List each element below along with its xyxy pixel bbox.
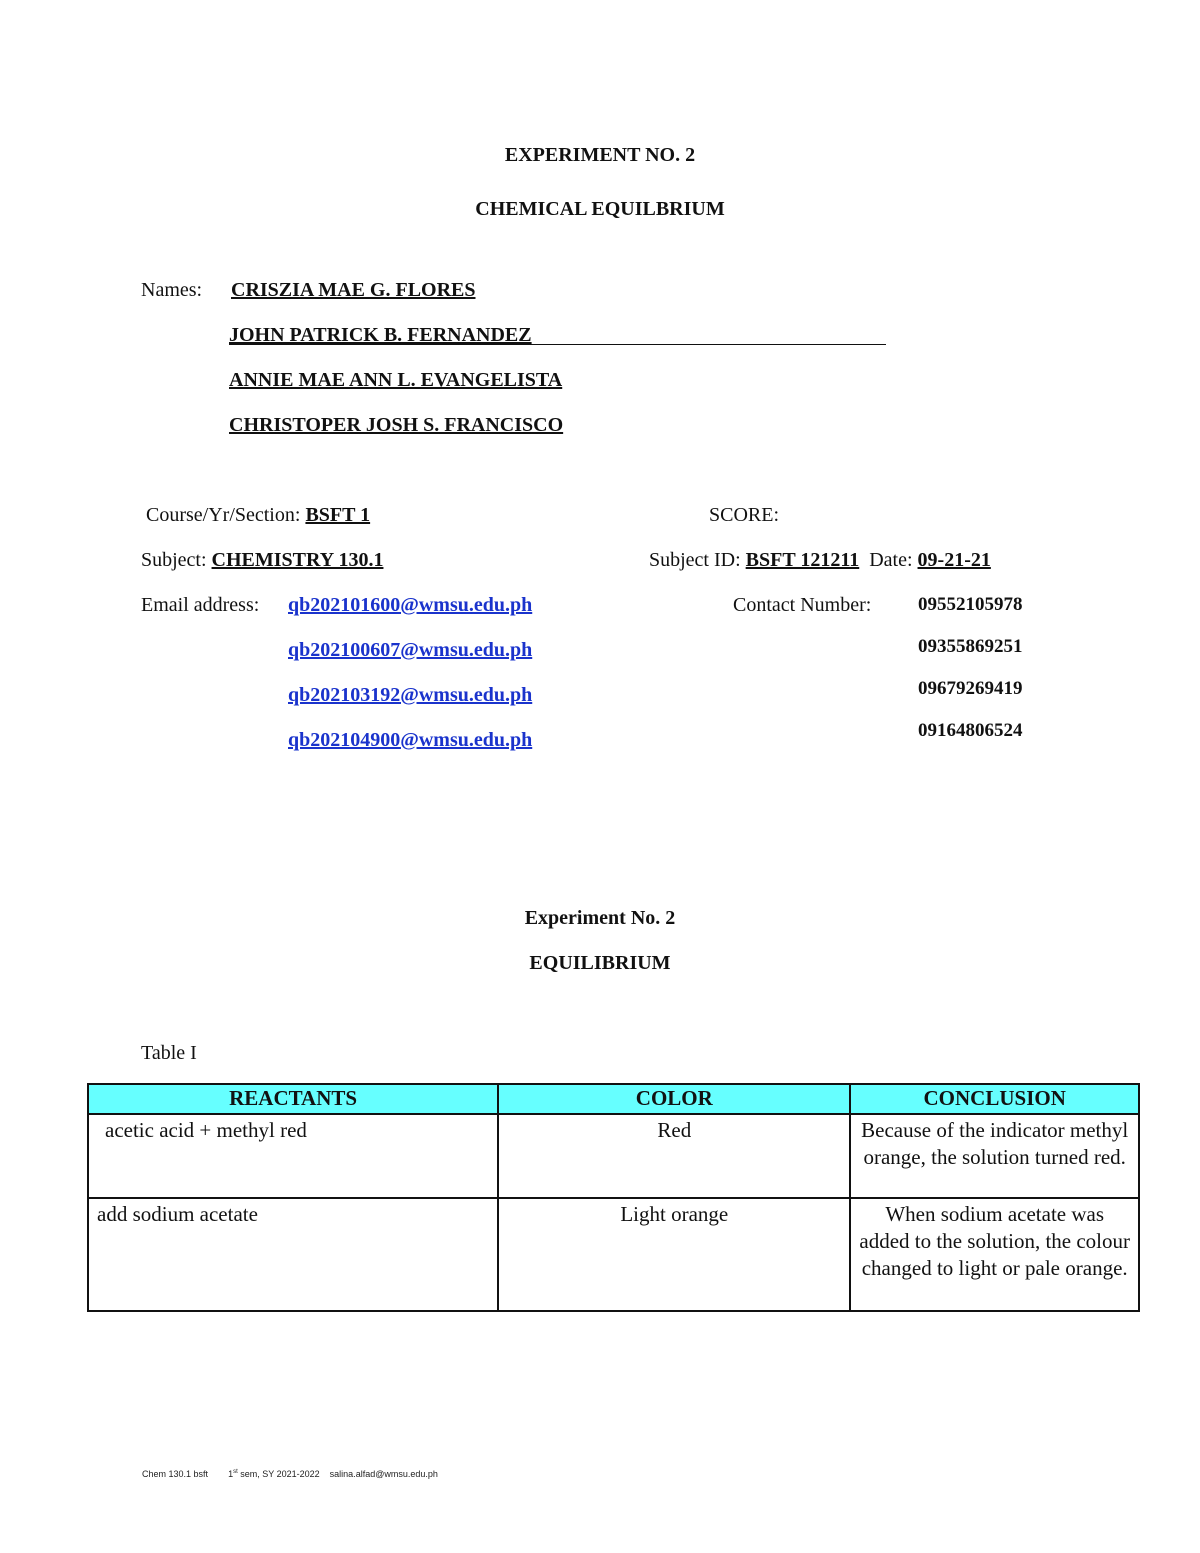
subject-id-label: Subject ID: [649, 549, 741, 571]
footer-sem-num: 1 [228, 1469, 234, 1479]
table-row [88, 1114, 1139, 1198]
course-label: Course/Yr/Section: [146, 504, 301, 526]
email-link-2[interactable]: qb202100607@wmsu.edu.ph [288, 639, 533, 661]
email-label: Email address: [141, 594, 260, 616]
cell-color: Red [498, 1114, 850, 1198]
contact-number-1: 09552105978 [918, 594, 1023, 615]
footer-sem-rest: sem, SY 2021-2022 [240, 1469, 320, 1479]
cell-conclusion: Because of the indicator methyl orange, the solution turned red. [850, 1114, 1139, 1198]
subject-id-row [649, 549, 991, 572]
footer-email: salina.alfad@wmsu.edu.ph [329, 1469, 438, 1479]
footer-sem-suffix: st [233, 1469, 238, 1475]
contact-number-3: 09679269419 [918, 678, 1023, 699]
results-table [87, 1083, 1140, 1312]
table-row [88, 1198, 1139, 1311]
member-name-2-text: JOHN PATRICK B. FERNANDEZ [229, 324, 532, 346]
date-label: Date: [869, 549, 913, 571]
footer-course: Chem 130.1 bsft [142, 1469, 209, 1479]
header-color: COLOR [498, 1084, 850, 1114]
names-label: Names: [141, 279, 203, 301]
section-title: Experiment No. 2 [524, 907, 676, 929]
course-row [146, 504, 370, 527]
subject-label: Subject: [141, 549, 207, 571]
subject-row [141, 549, 383, 572]
contact-number-4: 09164806524 [918, 720, 1023, 741]
contact-label: Contact Number: [733, 594, 872, 616]
cell-reactants: acetic acid + methyl red [88, 1114, 498, 1198]
date-value: 09-21-21 [917, 549, 991, 571]
email-link-4[interactable]: qb202104900@wmsu.edu.ph [288, 729, 533, 751]
header-conclusion: CONCLUSION [850, 1084, 1139, 1114]
cell-color: Light orange [498, 1198, 850, 1311]
member-name-1: CRISZIA MAE G. FLORES [231, 279, 476, 301]
email-link-3[interactable]: qb202103192@wmsu.edu.ph [288, 684, 533, 706]
subject-value: CHEMISTRY 130.1 [211, 549, 384, 571]
experiment-title: EXPERIMENT NO. 2 [504, 144, 696, 166]
page-footer [142, 1469, 438, 1479]
cell-conclusion: When sodium acetate was added to the solution, the colour changed to light or pale orange. [850, 1198, 1139, 1311]
email-link-1[interactable]: qb202101600@wmsu.edu.ph [288, 594, 533, 616]
member-name-4: CHRISTOPER JOSH S. FRANCISCO [229, 414, 564, 436]
course-value: BSFT 1 [305, 504, 371, 526]
score-label: SCORE: [709, 504, 780, 526]
table-header-row [88, 1084, 1139, 1114]
section-subtitle: EQUILIBRIUM [529, 952, 671, 974]
subject-id-value: BSFT 121211 [745, 549, 860, 571]
table-caption: Table I [141, 1042, 197, 1064]
contact-number-2: 09355869251 [918, 636, 1023, 657]
name-underline-rule [229, 344, 886, 345]
member-name-3: ANNIE MAE ANN L. EVANGELISTA [229, 369, 563, 391]
header-reactants: REACTANTS [88, 1084, 498, 1114]
topic-title: CHEMICAL EQUILBRIUM [475, 198, 725, 220]
cell-reactants: add sodium acetate [88, 1198, 498, 1311]
